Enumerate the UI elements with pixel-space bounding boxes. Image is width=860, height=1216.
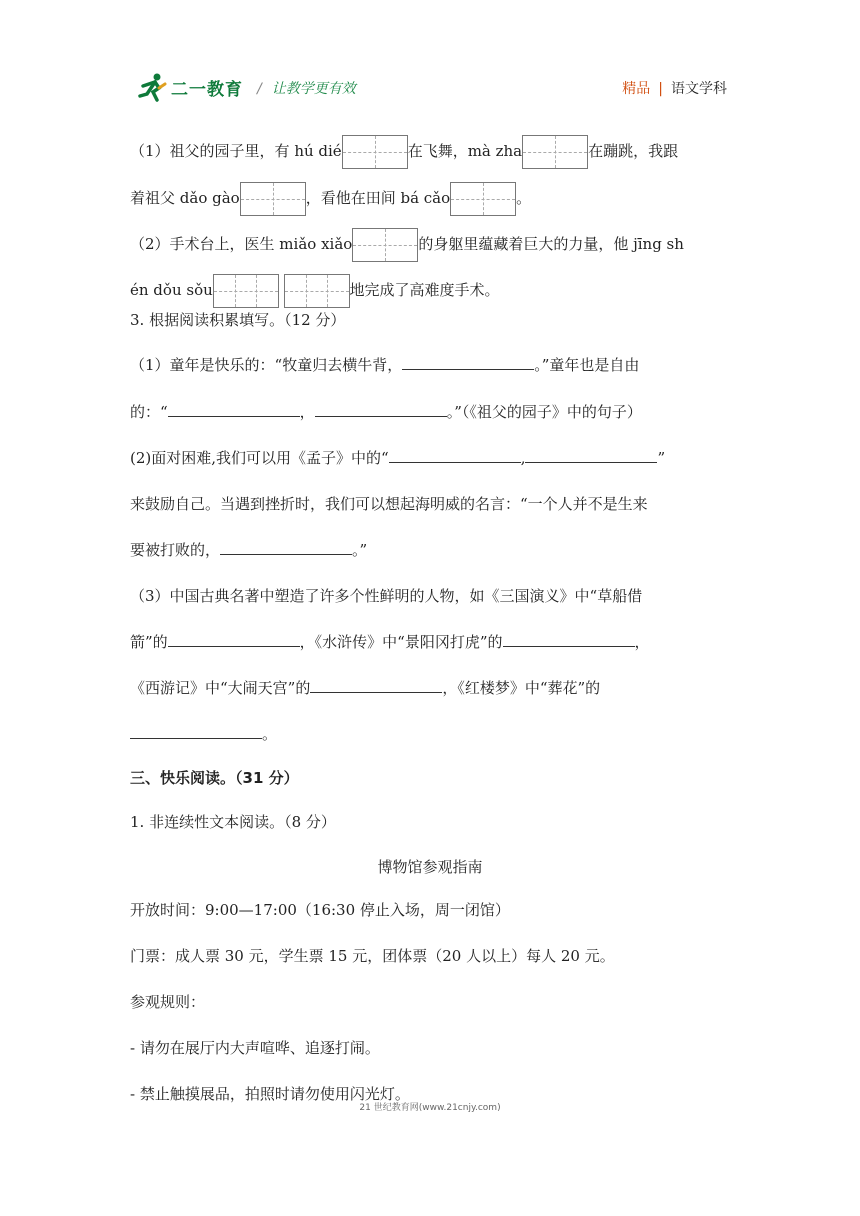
slogan-text: 让教学更有效: [271, 81, 356, 97]
q3-line3: [130, 448, 665, 468]
guide-tickets: 门票：成人票 30 元，学生票 15 元，团体票（20 人以上）每人 20 元。: [130, 947, 615, 965]
text: 。”童年也是自由: [534, 356, 640, 374]
text: 。: [516, 189, 532, 207]
logo-text: 二一教育: [171, 79, 243, 100]
logo: [137, 72, 243, 102]
char-grid[interactable]: [450, 182, 516, 216]
char-grid[interactable]: [342, 135, 408, 169]
text: 箭”的: [130, 633, 168, 651]
text: 。: [262, 725, 278, 743]
text: 《西游记》中“大闹天宫”的: [130, 679, 311, 697]
text: ，看他在田间 bá cǎo: [305, 189, 451, 207]
q3-line5: [130, 540, 367, 560]
text: ”: [657, 449, 666, 467]
subsection-title: 1. 非连续性文本阅读。（8 分）: [130, 813, 336, 831]
q3-line9: [130, 724, 277, 744]
text: （1）童年是快乐的：“牧童归去横牛背，: [130, 356, 403, 374]
char-grid[interactable]: [240, 182, 306, 216]
q3-line2: [130, 402, 642, 422]
answer-blank[interactable]: [525, 448, 657, 463]
pinyin-q2-line2: [130, 274, 500, 308]
guide-title: 博物馆参观指南: [377, 858, 483, 876]
runner-logo-icon: [137, 72, 169, 102]
text: 要被打败的，: [130, 541, 221, 559]
q3-heading: 3. 根据阅读积累填写。（12 分）: [130, 311, 346, 329]
text: (2)面对困难,我们可以用《孟子》中的“: [130, 449, 389, 467]
char-grid[interactable]: [352, 228, 418, 262]
text: （1）祖父的园子里，有 hú dié: [130, 142, 342, 160]
pinyin-q1-line1: [130, 135, 678, 169]
text: ，: [634, 633, 650, 651]
answer-blank[interactable]: [130, 724, 262, 739]
text: 着祖父 dǎo gào: [130, 189, 240, 207]
text: ，《红楼梦》中“葬花”的: [442, 679, 601, 697]
text: én dǒu sǒu: [130, 281, 213, 299]
text: 的：“: [130, 403, 168, 421]
text: （2）手术台上，医生 miǎo xiǎo: [130, 235, 353, 253]
page-header: [137, 72, 727, 102]
answer-blank[interactable]: [168, 632, 300, 647]
char-grid[interactable]: [522, 135, 588, 169]
guide-rule-2: - 禁止触摸展品，拍照时请勿使用闪光灯。: [130, 1085, 410, 1103]
subject-label: 语文学科: [671, 81, 727, 97]
answer-blank[interactable]: [310, 678, 442, 693]
quality-tag: 精品: [622, 81, 651, 97]
guide-rule-1: - 请勿在展厅内大声喧哗、追逐打闹。: [130, 1039, 380, 1057]
q3-line4: 来鼓励自己。当遇到挫折时，我们可以想起海明威的名言：“一个人并不是生来: [130, 495, 648, 513]
text: ，: [299, 403, 315, 421]
text: 在蹦跳，我跟: [588, 142, 679, 160]
answer-blank[interactable]: [220, 540, 352, 555]
q3-line7: [130, 632, 650, 652]
char-grid[interactable]: [213, 274, 279, 308]
text: 在飞舞，mà zha: [407, 142, 523, 160]
q3-line6: （3）中国古典名著中塑造了许多个性鲜明的人物，如《三国演义》中“草船借: [130, 587, 643, 605]
text: 。”: [352, 541, 368, 559]
answer-blank[interactable]: [402, 355, 534, 370]
q3-line1: [130, 355, 639, 375]
guide-rules-title: 参观规则：: [130, 993, 206, 1011]
text: 地完成了高难度手术。: [349, 281, 500, 299]
char-grid[interactable]: [284, 274, 350, 308]
slogan: / 让教学更有效: [257, 81, 356, 97]
answer-blank[interactable]: [389, 448, 521, 463]
text: 的身躯里蕴藏着巨大的力量，他 jīng sh: [418, 235, 684, 253]
q3-line8: [130, 678, 600, 698]
pinyin-q1-line2: [130, 182, 531, 216]
answer-blank[interactable]: [168, 402, 300, 417]
text: ，《水浒传》中“景阳冈打虎”的: [299, 633, 503, 651]
text: 。”（《祖父的园子》中的句子）: [446, 403, 642, 421]
answer-blank[interactable]: [503, 632, 635, 647]
section-title: 三、快乐阅读。（31 分）: [130, 769, 299, 787]
pinyin-q2-line1: [130, 228, 684, 262]
page-footer: 21 世纪教育网(www.21cnjy.com): [359, 1103, 501, 1113]
header-right: 精品 | 语文学科: [622, 81, 727, 97]
text: ,: [520, 449, 526, 467]
guide-hours: 开放时间：9:00—17:00（16:30 停止入场，周一闭馆）: [130, 901, 510, 919]
answer-blank[interactable]: [315, 402, 447, 417]
